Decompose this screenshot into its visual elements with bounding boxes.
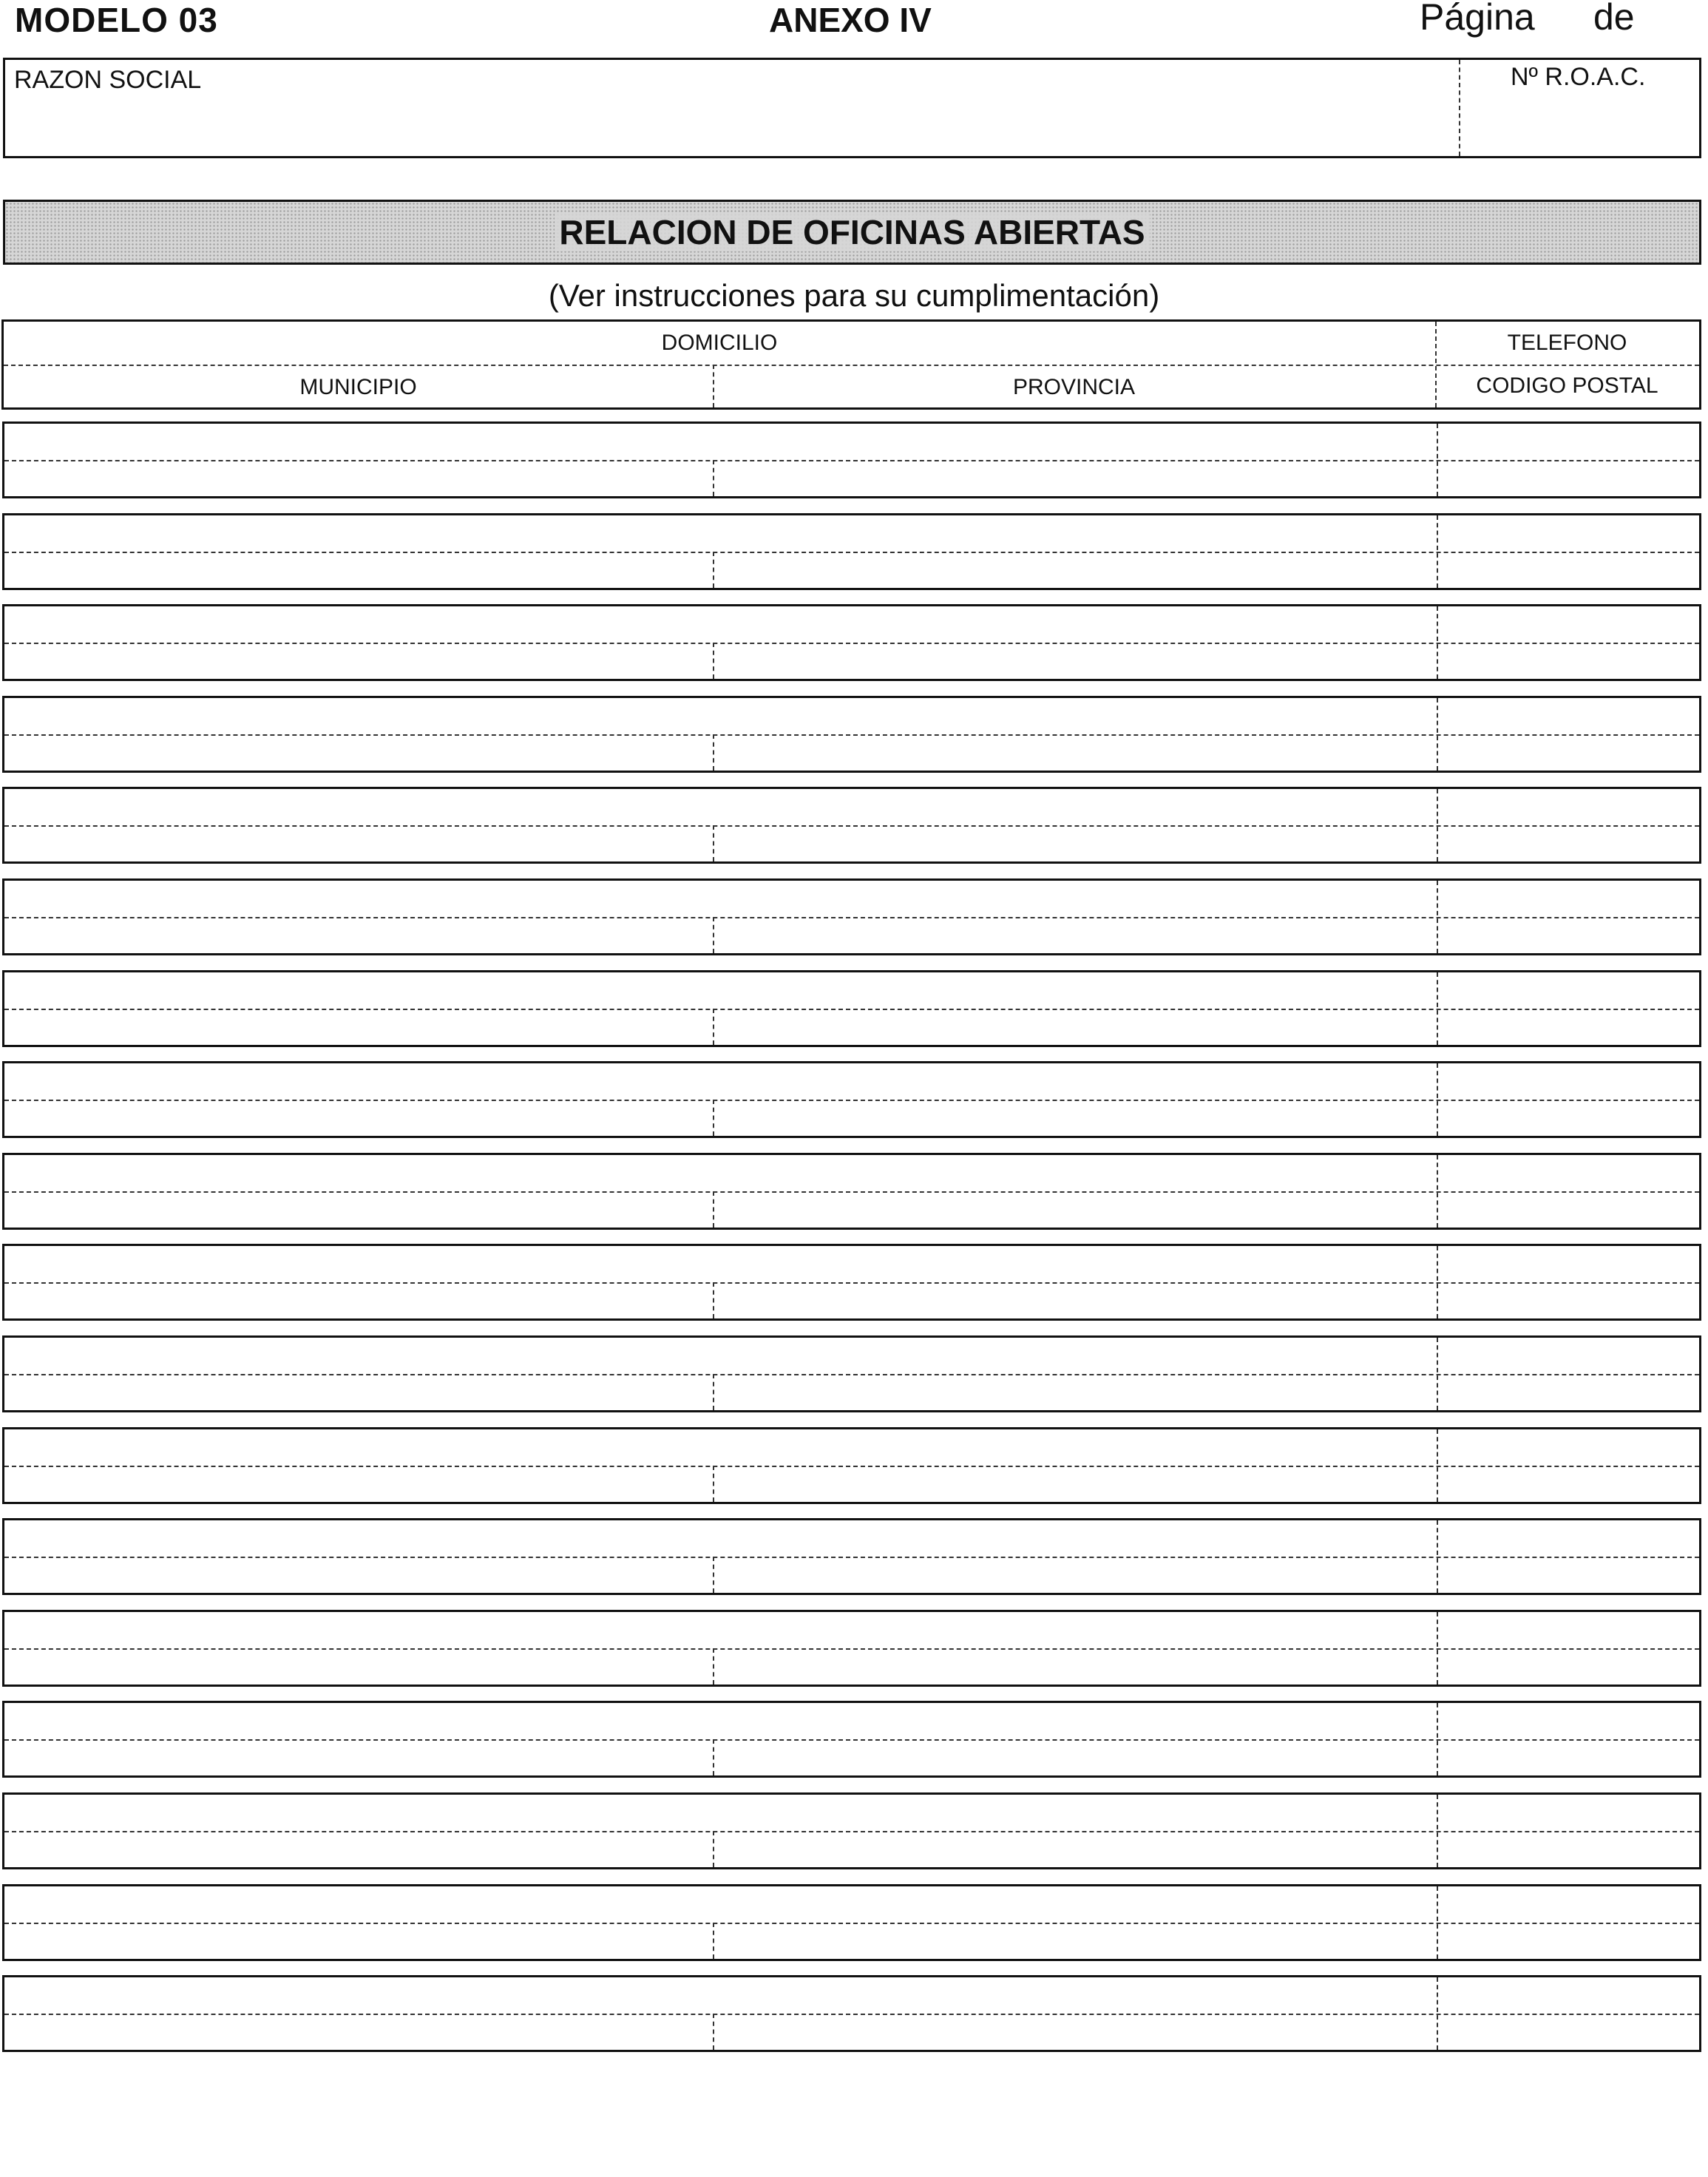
office-row-phone-divider bbox=[1437, 424, 1438, 496]
office-row-divider bbox=[4, 460, 1699, 461]
company-box-divider bbox=[1459, 60, 1460, 156]
office-row-municipality-divider bbox=[713, 1831, 714, 1867]
office-row-phone-divider bbox=[1437, 698, 1438, 771]
office-row[interactable] bbox=[2, 421, 1701, 498]
office-row[interactable] bbox=[2, 1518, 1701, 1595]
office-row-divider bbox=[4, 1831, 1699, 1832]
office-row-phone-divider bbox=[1437, 1063, 1438, 1136]
office-row[interactable] bbox=[2, 970, 1701, 1047]
office-row[interactable] bbox=[2, 878, 1701, 955]
section-title bbox=[5, 212, 1699, 252]
office-row-phone-divider bbox=[1437, 1338, 1438, 1410]
office-row[interactable] bbox=[2, 1244, 1701, 1321]
office-row-divider bbox=[4, 1739, 1699, 1741]
office-row-municipality-divider bbox=[713, 1374, 714, 1410]
office-row-municipality-divider bbox=[713, 1923, 714, 1959]
column-header bbox=[1, 319, 1701, 410]
office-row-phone-divider bbox=[1437, 1155, 1438, 1228]
office-row-divider bbox=[4, 1557, 1699, 1558]
column-address-label: DOMICILIO bbox=[661, 331, 778, 355]
office-row-phone-divider bbox=[1437, 1795, 1438, 1867]
office-row-phone-divider bbox=[1437, 972, 1438, 1045]
office-row[interactable] bbox=[2, 1427, 1701, 1504]
office-row-divider bbox=[4, 917, 1699, 918]
office-row[interactable] bbox=[2, 1335, 1701, 1412]
office-row-divider bbox=[4, 1648, 1699, 1650]
office-row[interactable] bbox=[2, 513, 1701, 590]
office-row-municipality-divider bbox=[713, 1557, 714, 1593]
page-of-label: de bbox=[1593, 0, 1635, 38]
office-row-phone-divider bbox=[1437, 1429, 1438, 1502]
office-row-municipality-divider bbox=[713, 825, 714, 861]
office-row-divider bbox=[4, 1374, 1699, 1375]
office-row-municipality-divider bbox=[713, 1100, 714, 1136]
office-row-municipality-divider bbox=[713, 1739, 714, 1775]
model-title: MODELO 03 bbox=[15, 1, 218, 39]
section-banner bbox=[3, 200, 1701, 265]
office-row[interactable] bbox=[2, 1061, 1701, 1138]
office-row-phone-divider bbox=[1437, 1977, 1438, 2050]
office-row-divider bbox=[4, 1100, 1699, 1101]
company-name-box[interactable] bbox=[3, 58, 1701, 158]
page-label: Página bbox=[1420, 0, 1535, 38]
office-row-municipality-divider bbox=[713, 552, 714, 588]
office-row-phone-divider bbox=[1437, 515, 1438, 588]
column-phone-label: TELEFONO bbox=[1507, 331, 1627, 355]
office-row-divider bbox=[4, 643, 1699, 644]
office-row-divider bbox=[4, 552, 1699, 553]
office-row-divider bbox=[4, 1009, 1699, 1010]
office-row-divider bbox=[4, 1191, 1699, 1193]
header-divider bbox=[4, 365, 1699, 366]
office-row-divider bbox=[4, 1923, 1699, 1924]
office-row-municipality-divider bbox=[713, 1191, 714, 1228]
column-municipality-label: MUNICIPIO bbox=[299, 375, 417, 399]
office-row[interactable] bbox=[2, 1884, 1701, 1961]
office-row[interactable] bbox=[2, 1975, 1701, 2052]
office-row-municipality-divider bbox=[713, 1282, 714, 1318]
office-row-phone-divider bbox=[1437, 1612, 1438, 1685]
office-row-municipality-divider bbox=[713, 917, 714, 953]
office-row-divider bbox=[4, 825, 1699, 827]
office-row-municipality-divider bbox=[713, 1648, 714, 1685]
office-row-divider bbox=[4, 1466, 1699, 1467]
section-title-text: RELACION DE OFICINAS ABIERTAS bbox=[555, 213, 1149, 251]
office-row-divider bbox=[4, 1282, 1699, 1284]
company-name-label: RAZON SOCIAL bbox=[14, 66, 202, 94]
office-row-phone-divider bbox=[1437, 881, 1438, 953]
office-row-divider bbox=[4, 2014, 1699, 2015]
office-row-phone-divider bbox=[1437, 1886, 1438, 1959]
office-row[interactable] bbox=[2, 1792, 1701, 1869]
office-row-phone-divider bbox=[1437, 1246, 1438, 1318]
office-row[interactable] bbox=[2, 787, 1701, 864]
column-postal-code-label: CODIGO POSTAL bbox=[1476, 373, 1658, 398]
office-row[interactable] bbox=[2, 696, 1701, 773]
office-row-municipality-divider bbox=[713, 1466, 714, 1502]
office-row-municipality-divider bbox=[713, 1009, 714, 1045]
office-row-phone-divider bbox=[1437, 606, 1438, 679]
office-row-municipality-divider bbox=[713, 734, 714, 771]
office-row-municipality-divider bbox=[713, 2014, 714, 2050]
office-row-phone-divider bbox=[1437, 1520, 1438, 1593]
office-row-divider bbox=[4, 734, 1699, 736]
office-row-phone-divider bbox=[1437, 789, 1438, 861]
office-row[interactable] bbox=[2, 604, 1701, 681]
office-row-municipality-divider bbox=[713, 460, 714, 496]
column-province-label: PROVINCIA bbox=[1012, 375, 1136, 399]
instructions-note: (Ver instrucciones para su cumplimentación) bbox=[548, 278, 1160, 313]
office-row[interactable] bbox=[2, 1153, 1701, 1230]
annex-title: ANEXO IV bbox=[769, 1, 932, 39]
office-row-municipality-divider bbox=[713, 643, 714, 679]
office-row[interactable] bbox=[2, 1610, 1701, 1687]
office-row-phone-divider bbox=[1437, 1703, 1438, 1775]
office-row[interactable] bbox=[2, 1701, 1701, 1778]
roac-number-label: Nº R.O.A.C. bbox=[1511, 63, 1646, 91]
